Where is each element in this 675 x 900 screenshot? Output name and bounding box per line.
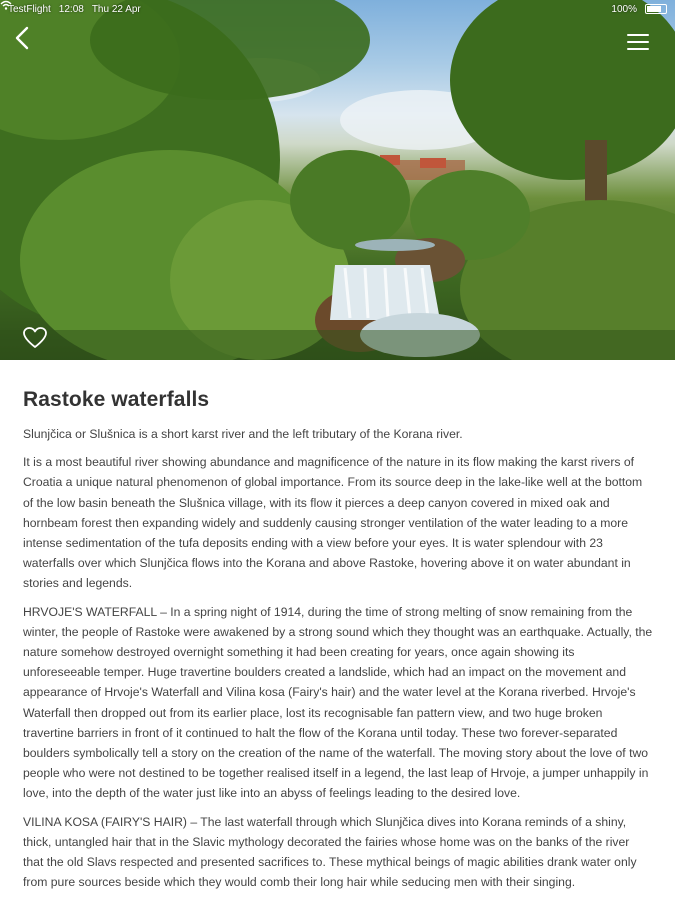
status-date: Thu 22 Apr (91, 3, 141, 15)
article-content (0, 360, 675, 900)
article-paragraph: It is a most beautiful river showing abundance and magnificence of the nature in its flow making the karst rivers of Croatia a unique natural phenomenon of global importance. From its source deep in the lake-like well at the bottom of the low basin beneath the Slušnica village, with its flow it pierces a deep canyon covered in mixed oak and hornbeam forest then expanding widely and suddenly causing stronger ventilation of the water leading to a more intense sedimentation of the tufa deposits ending with a view before your eyes. It is water splendour with 23 waterfalls over which Slunjčica flows into the Korana and above Rastoke, hovering above it on water abundant in stories and legends. (23, 455, 643, 591)
article-title: Rastoke waterfalls (23, 388, 210, 411)
hero-image (0, 0, 675, 360)
menu-button[interactable] (627, 28, 657, 56)
favorite-button[interactable] (22, 326, 50, 352)
article-paragraph: Slunjčica or Slušnica is a short karst river and the left tributary of the Korana river. (23, 427, 463, 441)
hamburger-menu-icon (627, 41, 649, 43)
hamburger-menu-icon (627, 34, 649, 36)
chevron-left-icon (14, 26, 30, 50)
battery-percent: 100% (611, 3, 637, 15)
hamburger-menu-icon (627, 48, 649, 50)
article-paragraph: HRVOJE'S WATERFALL – In a spring night of 1914, during the time of strong melting of snow remaining from the winter, the people of Rastoke were awakened by a strong sound which they thought was an earthquake. Actually, the nature somehow destroyed overnight something it had been creating for years, once again showing its unforeseeable temper. Huge travertine boulders created a landslide, which had an impact on the movement and appearance of Hrvoje's Waterfall and Vilina kosa (Fairy's hair) and the water level at the Korana riverbed. Hrvoje's Waterfall then dropped out from its earlier place, lost its recognisable fan pattern view, and two huge broken travertine barriers in front of it continued to halt the flow of the Korana until today. These two forever-separated boulders symbolically tell a story on the creation of the name of the waterfall. The moving story about the love of two people who were not destined to be together realised itself in a legend, the last leap of Hrvoje, a jumper unhappily in love, into the depth of the water just like into an abyss of feelings leading to the desired love. (23, 604, 653, 801)
heart-outline-icon (22, 326, 48, 350)
article-paragraph: VILINA KOSA (FAIRY'S HAIR) – The last waterfall through which Slunjčica dives into Korana reminds of a shiny, thick, untangled hair that in the Slavic mythology decorated the fairies whose home was on the banks of the river that the old Slavs respected and presented sacrifices to. These mythical beings of magic abilities drank water only from pure sources beside which they would comb their long hair while seducing men with their singing. (23, 814, 637, 890)
status-time: 12:08 (58, 3, 84, 15)
back-button[interactable] (14, 26, 46, 58)
waterfall-landscape-illustration (0, 0, 675, 360)
carrier-label: TestFlight (8, 3, 51, 15)
battery-icon (645, 4, 667, 14)
status-bar (0, 0, 675, 18)
